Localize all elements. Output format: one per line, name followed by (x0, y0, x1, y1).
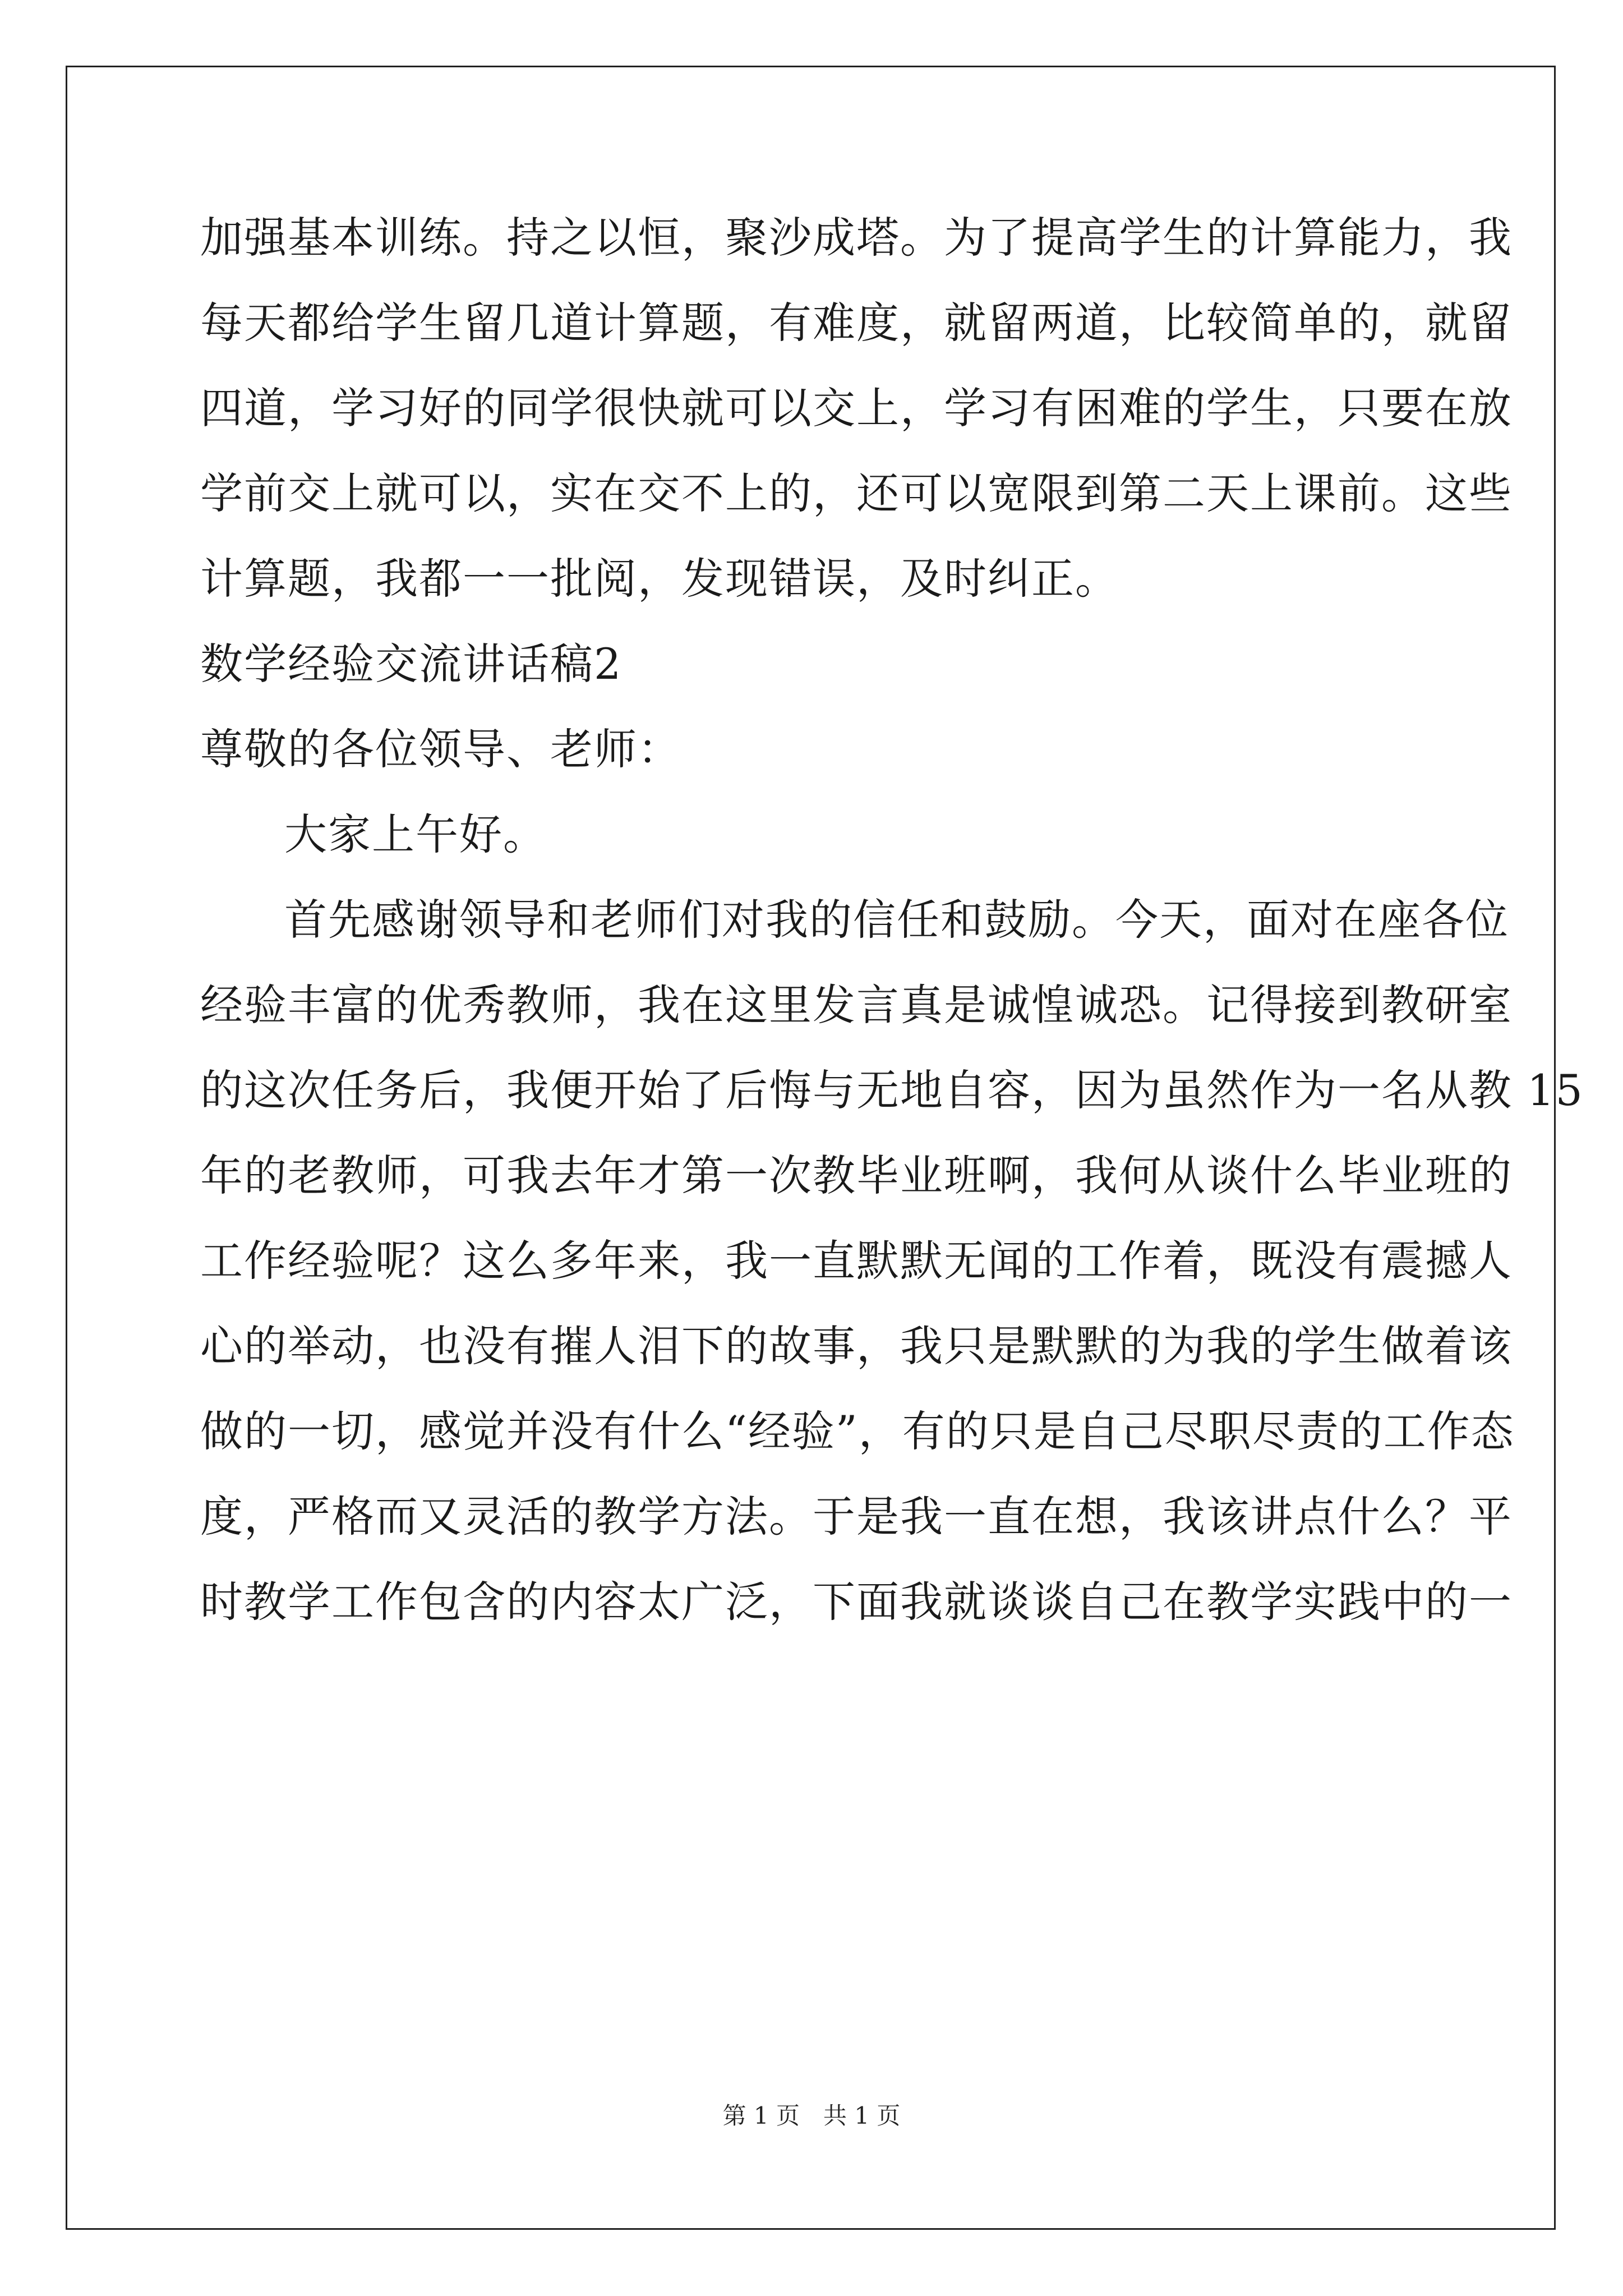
text-line: 计算题，我都一一批阅，发现错误，及时纠正。 (200, 554, 1119, 604)
text-line: 学前交上就可以，实在交不上的，还可以宽限到第二天上课前。这些 (200, 468, 1513, 518)
greeting: 大家上午好。 (284, 809, 547, 859)
text-line: 度，严格而又灵活的教学方法。于是我一直在想，我该讲点什么？平 (200, 1492, 1513, 1542)
text-line: 加强基本训练。持之以恒，聚沙成塔。为了提高学生的计算能力，我 (200, 213, 1513, 263)
text-line: 做的一切，感觉并没有什么“经验”，有的只是自己尽职尽责的工作态 (200, 1406, 1515, 1456)
section-heading: 数学经验交流讲话稿2 (200, 639, 623, 689)
text-line: 经验丰富的优秀教师，我在这里发言真是诚惶诚恐。记得接到教研室 (200, 980, 1513, 1030)
text-line: 的这次任务后，我便开始了后悔与无地自容，因为虽然作为一名从教 15 (200, 1065, 1584, 1115)
page-number: 第 1 页 共 1 页 (722, 2102, 901, 2129)
text-line: 年的老教师，可我去年才第一次教毕业班啊，我何从谈什么毕业班的 (200, 1151, 1513, 1200)
text-line: 时教学工作包含的内容太广泛，下面我就谈谈自己在教学实践中的一 (200, 1577, 1513, 1627)
text-line: 工作经验呢？这么多年来，我一直默默无闻的工作着，既没有震撼人 (200, 1236, 1513, 1286)
text-line: 心的举动，也没有摧人泪下的故事，我只是默默的为我的学生做着该 (200, 1321, 1513, 1371)
text-line: 每天都给学生留几道计算题，有难度，就留两道，比较简单的，就留 (200, 298, 1513, 348)
text-line: 首先感谢领导和老师们对我的信任和鼓励。今天，面对在座各位 (284, 895, 1509, 945)
text-line: 四道，学习好的同学很快就可以交上，学习有困难的学生，只要在放 (200, 383, 1513, 433)
salutation: 尊敬的各位领导、老师： (200, 724, 681, 774)
